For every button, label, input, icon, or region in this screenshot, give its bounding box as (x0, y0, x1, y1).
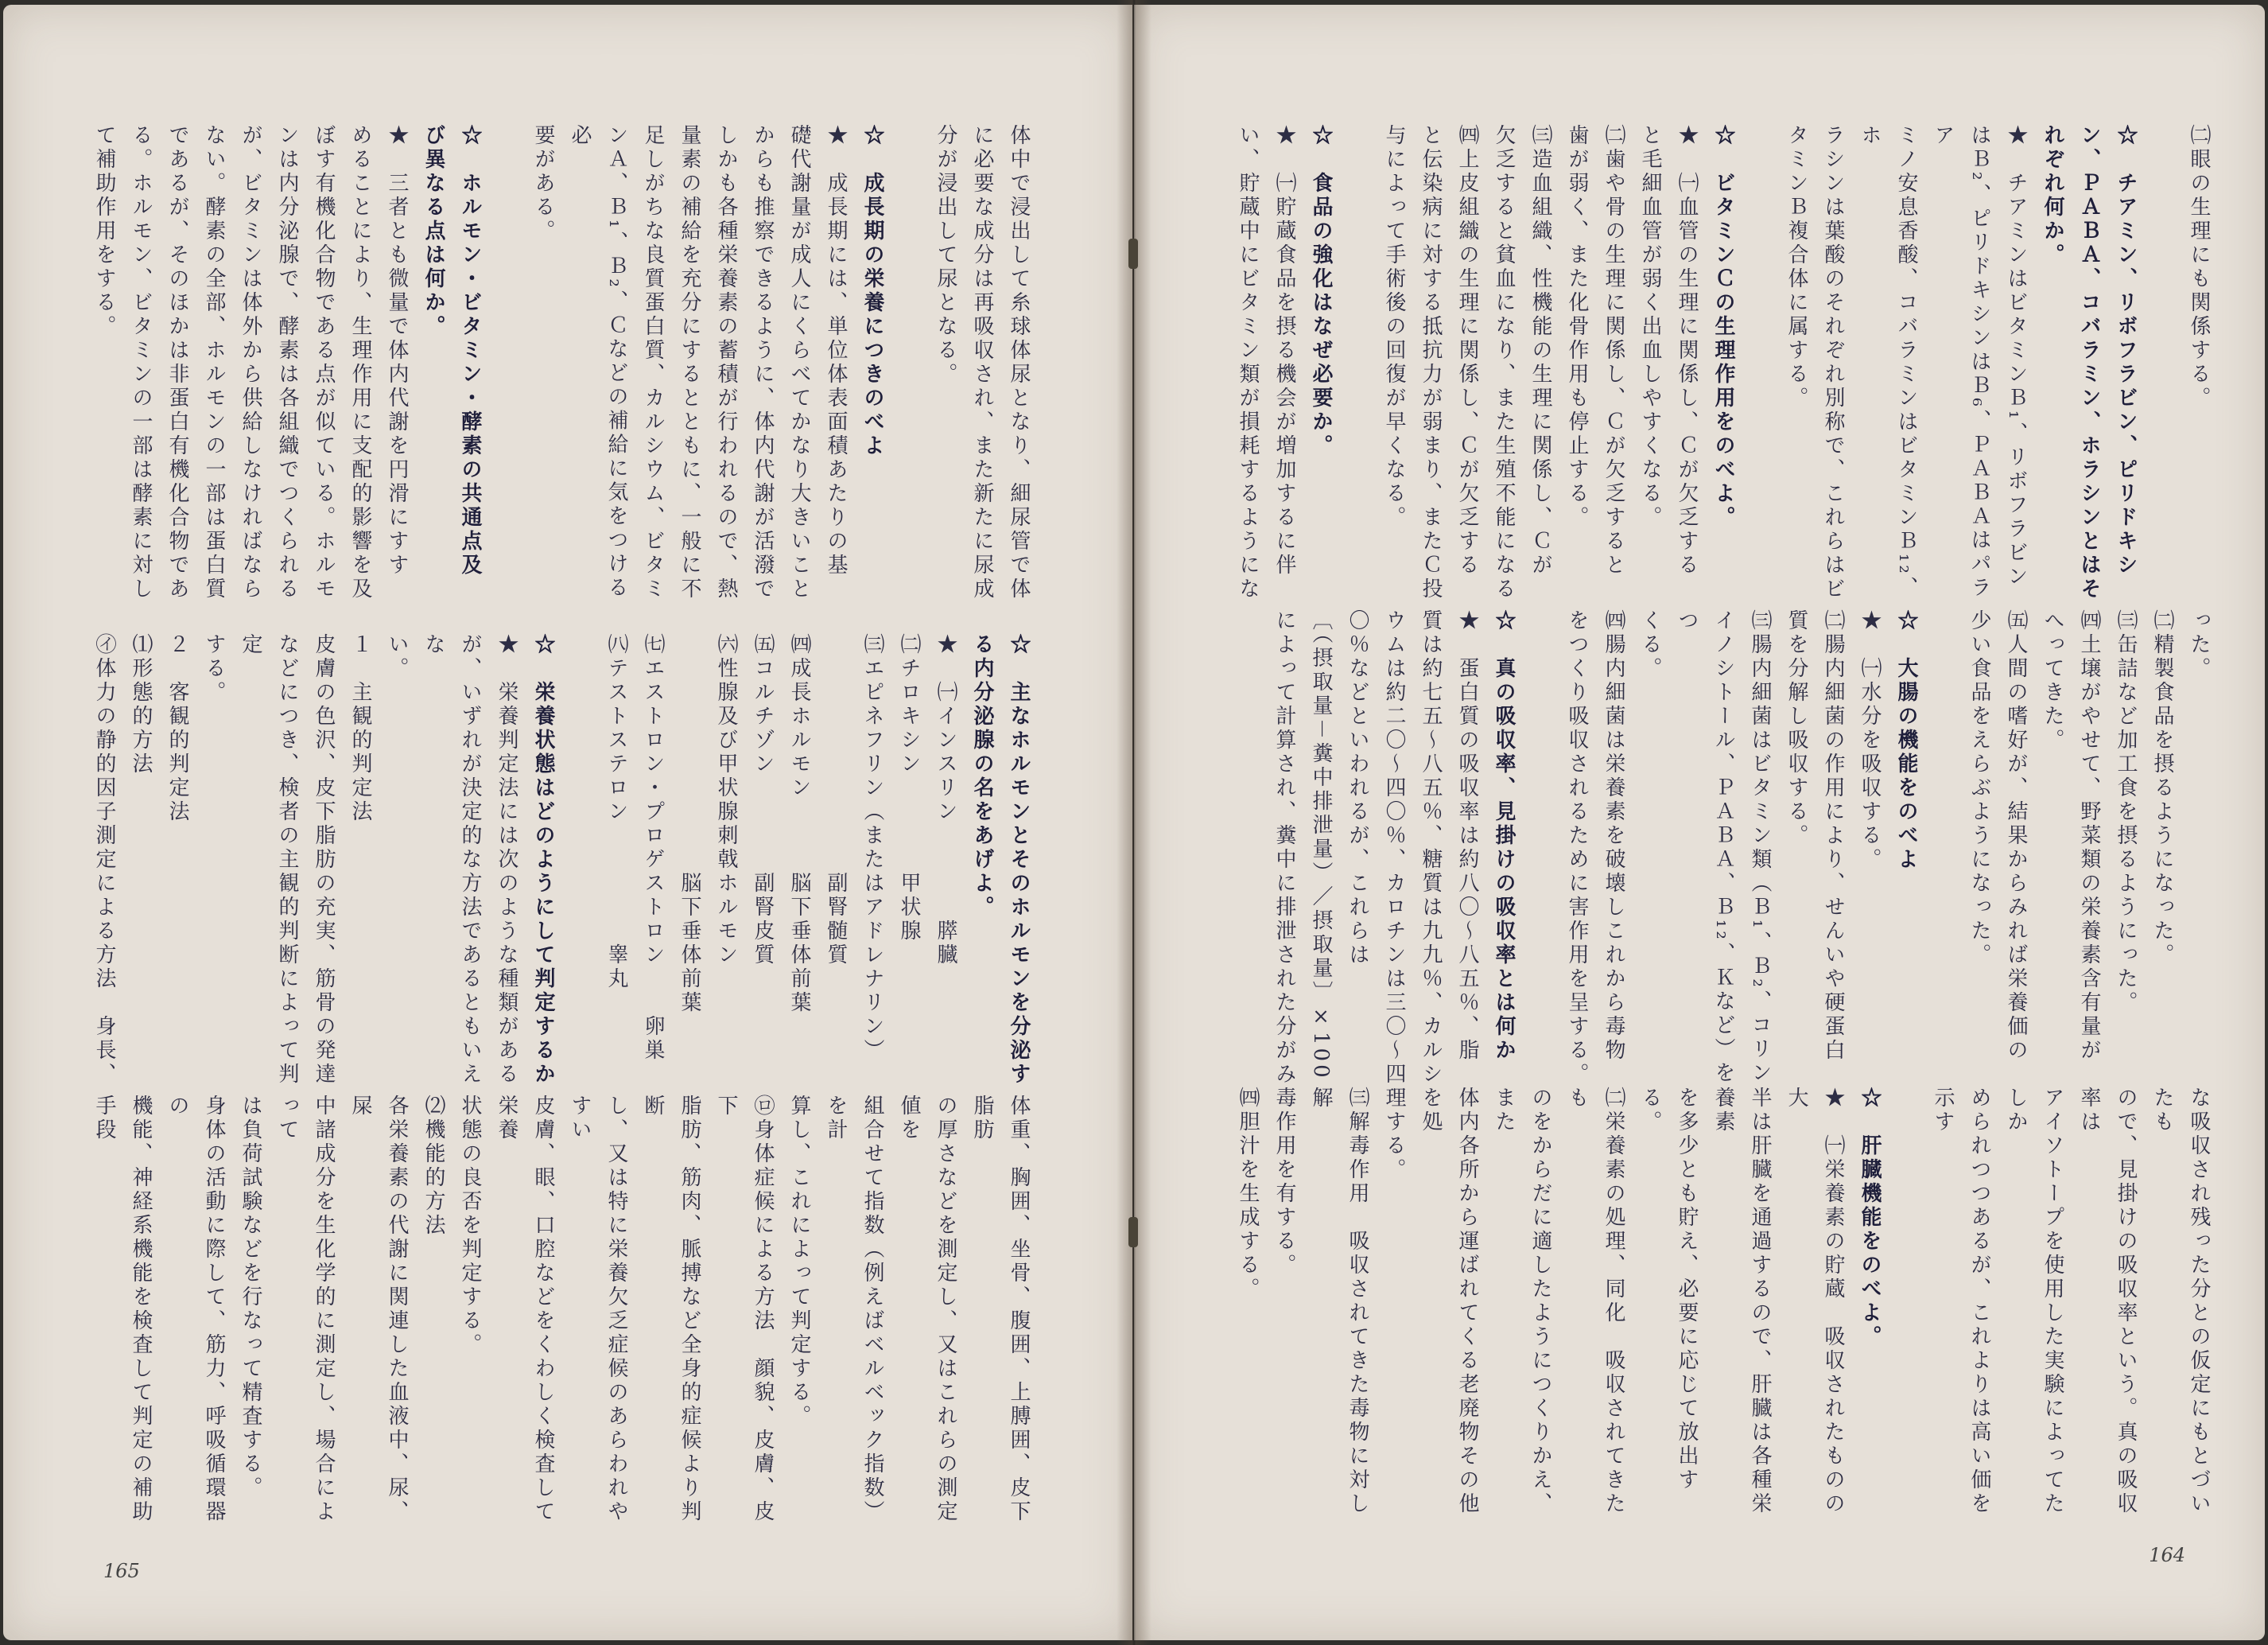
text-line: ★ 三者とも微量で体内代謝を円滑にすす (385, 124, 409, 578)
text-line: ⑵機能的方法 (421, 1095, 445, 1238)
text-line: ンＡ、Ｂ₁、Ｂ₂、Ｃなどの補給に気をつける必 (568, 124, 628, 601)
text-line: 状態の良否を判定する。 (458, 1095, 482, 1357)
text-line: 与によって手術後の回復が早くなる。 (1382, 124, 1406, 530)
text-line: 少い食品をえらぶようになった。 (1967, 609, 1991, 967)
text-line: 毒作用を有する。 (1272, 1087, 1296, 1278)
text-line: ★ チアミンはビタミンＢ₁、リボフラビン (2004, 124, 2028, 589)
text-line: であるが、そのほかは非蛋白有機化合物であ (165, 124, 189, 601)
text-line: 中諸成分を生化学的に測定し、場合によって (275, 1095, 336, 1524)
text-line: ㈢腸内細菌はビタミン類（Ｂ₁、Ｂ₂、コリン (1748, 609, 1772, 1086)
text-line: ★ 蛋白質の吸収率は約八〇～八五％、脂 (1455, 609, 1479, 1063)
text-line: ミノ安息香酸、コバラミンはビタミンＢ₁₂、ホ (1858, 124, 1918, 601)
text-line: った。 (2187, 609, 2211, 681)
text-line: ㈧テストステロン 睾丸 (604, 633, 628, 991)
text-line: 歯が弱く、また化骨作用も停止する。 (1565, 124, 1589, 530)
text-line: ㈣腸内細菌は栄養素を破壊しこれから毒物 (1602, 609, 1625, 1063)
text-line: 皮膚の色沢、皮下脂肪の充実、筋骨の発達 (312, 633, 336, 1087)
text-line: 体内各所から運ばれてくる老廃物その他を処 (1419, 1087, 1479, 1516)
text-line: ㈡歯や骨の生理に関係し、Ｃが欠乏すると (1602, 124, 1625, 578)
section-heading: ☆ 栄養状態はどのようにして判定するか (531, 633, 555, 1087)
text-line: 各栄養素の代謝に関連した血液中、尿、屎 (348, 1095, 409, 1524)
text-line: ぼす有機化合物である点が似ている。ホルモ (312, 124, 336, 601)
section-heading: ☆ 主なホルモンとそのホルモンを分泌す (1007, 633, 1031, 1087)
blank-line (1742, 124, 1778, 609)
page-165 (3, 5, 1132, 1640)
left-bottom-text (83, 1095, 1037, 1524)
text-line: ㈢エピネフリン（またはアドレナリン） (860, 633, 884, 1063)
text-line: しかも各種栄養素の蓄積が行われるので、熱 (714, 124, 738, 601)
text-line: ない。酵素の全部、ホルモンの一部は蛋白質 (202, 124, 226, 601)
blank-line (1522, 609, 1559, 1102)
text-line: ⑴形態的方法 (129, 633, 153, 776)
text-line: ★ ㈠インスリン 膵臓 (934, 633, 957, 967)
text-line: からも推察できるように、体内代謝が活潑で (751, 124, 775, 601)
text-line: ㈦エストロン・プロゲストロン 卵巣 (641, 633, 665, 1063)
text-line: をつくり吸収されるために害作用を呈する。 (1565, 609, 1589, 1087)
section-heading: ☆ 肝臓機能をのべよ。 (1858, 1087, 1882, 1349)
text-line: ㈣土壌がやせて、野菜類の栄養素含有量が (2077, 609, 2101, 1063)
text-line: 足しがちな良質蛋白質、カルシウム、ビタミ (641, 124, 665, 601)
text-line: ㈥性腺及び甲状腺刺戟ホルモン (714, 633, 738, 967)
text-line: はＢ₂、ピリドキシンはＢ₆、ＰＡＢＡはパラア (1931, 124, 1991, 601)
text-line: が、いずれが決定的な方法であるともいえな (421, 633, 482, 1087)
text-line: められつつあるが、これよりは高い価を示す (1931, 1087, 1991, 1516)
blank-line (561, 633, 598, 1102)
text-line: ㈡栄養素の処理、同化 吸収されてきたも (1565, 1087, 1625, 1516)
text-line: 体中で浸出して糸球体尿となり、細尿管で体 (1007, 124, 1031, 601)
text-line: 半は肝臓を通過するので、肝臓は各種栄養素 (1711, 1087, 1772, 1516)
text-line: 理する。 (1382, 1087, 1406, 1182)
section-heading: ン、ＰＡＢＡ、コバラミン、ホラシンとはそ (2077, 124, 2101, 601)
section-heading: れぞれ何か。 (2041, 124, 2064, 267)
section-heading: ☆ 食品の強化はなぜ必要か。 (1309, 124, 1333, 458)
text-line: によって計算され、糞中に排泄された分がみ (1272, 609, 1296, 1087)
blank-line (1888, 1087, 1924, 1532)
blank-line (1215, 1087, 1229, 1532)
right-top-text (1215, 124, 2217, 609)
text-line: て補助作用をする。 (92, 124, 116, 339)
text-line: 脂肪、筋肉、脈搏など全身的症候より判断 (641, 1095, 701, 1524)
text-line: ㈣上皮組織の生理に関係し、Ｃが欠乏する (1455, 124, 1479, 578)
text-line (83, 1095, 86, 1524)
text-line: な吸収され残った分との仮定にもとづいたも (2150, 1087, 2211, 1516)
page-number-165: 165 (103, 1560, 140, 1582)
text-line: ㋺身体症候による方法 顔貌、皮膚、皮下 (714, 1095, 775, 1524)
page-164 (1134, 5, 2265, 1640)
section-heading: ☆ チアミン、リボフラビン、ピリドキシ (2114, 124, 2138, 578)
text-line: ★ 栄養判定法には次のような種類がある (495, 633, 518, 1087)
section-heading: ☆ ビタミンＣの生理作用をのべよ。 (1711, 124, 1735, 530)
text-line: 礎代謝量が成人にくらべてかなり大きいこと (787, 124, 811, 601)
text-line: タミンＢ複合体に属する。 (1784, 124, 1808, 410)
text-line: ㈡腸内細菌の作用により、せんいや硬蛋白 (1821, 609, 1845, 1063)
text-line: 体重、胸囲、坐骨、腹囲、上膊囲、皮下脂肪 (970, 1095, 1031, 1524)
text-line: する。 (202, 633, 226, 705)
binding-staple (1128, 239, 1138, 269)
text-line: ウムは約二〇～四〇％、カロチンは三〇～四 (1382, 609, 1406, 1087)
text-line: などにつき、検者の主観的判断によって判定 (239, 633, 299, 1087)
text-line: 身体の活動に際して、筋力、呼吸循環器の (165, 1095, 226, 1524)
left-middle-text (83, 633, 1037, 1102)
text-line: 分が浸出して尿となる。 (934, 124, 957, 387)
section-heading: ☆ 真の吸収率、見掛けの吸収率とは何か (1492, 609, 1516, 1063)
blank-line (1924, 609, 1961, 1102)
text-line: は負荷試験などを行なって精査する。 (239, 1095, 262, 1500)
text-line: 皮膚、眼、口腔などをくわしく検査して栄養 (495, 1095, 555, 1524)
text-line: ので、見掛けの吸収率という。真の吸収率は (2077, 1087, 2138, 1516)
text-line: ㈡精製食品を摂るようになった。 (2150, 609, 2174, 967)
text-line: し、又は特に栄養欠乏症候のあらわれやすい (568, 1095, 628, 1524)
section-heading: ☆ 大腸の機能をのべよ (1894, 609, 1918, 872)
text-line: い、貯蔵中にビタミン類が損耗するようにな (1236, 124, 1260, 601)
blank-line (1339, 124, 1376, 609)
text-line: を多少とも貯え、必要に応じて放出する。 (1638, 1087, 1699, 1492)
text-line: アイソトープを使用した実験によってたしか (2004, 1087, 2064, 1516)
text-line: 副腎髄質 (824, 633, 848, 967)
text-line: ㈢造血組織、性機能の生理に関係し、Ｃが (1528, 124, 1552, 578)
section-heading: ☆ 成長期の栄養につきのべよ (860, 124, 884, 458)
section-heading: ☆ ホルモン・ビタミン・酵素の共通点及 (458, 124, 482, 578)
text-line: 質を分解し吸収する。 (1784, 609, 1808, 848)
text-line: る。ホルモン、ビタミンの一部は酵素に対し (129, 124, 153, 601)
section-heading: る内分泌腺の名をあげよ。 (970, 633, 994, 920)
blank-line (2144, 124, 2181, 609)
text-line: ２ 客観的判定法 (165, 633, 189, 824)
text-line: ★ ㈠栄養素の貯蔵 吸収されたものの大 (1784, 1087, 1845, 1516)
text-line: ㈡眼の生理にも関係する。 (2187, 124, 2211, 410)
text-line: い。 (385, 633, 409, 681)
text-line: 脳下垂体前葉 (678, 633, 701, 1015)
binding-staple (1128, 1217, 1138, 1247)
text-line: 〔（摂取量－糞中排泄量）／摂取量〕×100 (1309, 609, 1333, 1081)
text-line: 欠乏すると貧血になり、また生殖不能になる (1492, 124, 1516, 601)
blank-line (891, 124, 927, 617)
blank-line (488, 124, 525, 617)
text-line: ㈤コルチゾン 副腎皮質 (751, 633, 775, 967)
text-line: 機能、神経系機能を検査して判定の補助手段 (92, 1095, 153, 1524)
text-line: ンは内分泌腺で、酵素は各組織でつくられる (275, 124, 299, 601)
text-line: 算し、これによって判定する。 (787, 1095, 811, 1429)
section-heading: び異なる点は何か。 (421, 124, 445, 339)
text-line: ㈡チロキシン 甲状腺 (897, 633, 921, 943)
right-middle-text (1215, 609, 2217, 1102)
text-line: ★ ㈠水分を吸収する。 (1858, 609, 1882, 872)
text-line: ★ ㈠血管の生理に関係し、Ｃが欠乏する (1675, 124, 1699, 578)
text-line: が、ビタミンは体外から供給しなければなら (239, 124, 262, 601)
text-line: １ 主観的判定法 (348, 633, 372, 824)
text-line: イノシトール、ＰＡＢＡ、Ｂ₁₂、Ｋなど）をつ (1675, 609, 1735, 1086)
text-line: ㋑体力の静的因子測定による方法 身長、 (92, 633, 116, 1087)
text-line: ラシンは葉酸のそれぞれ別称で、これらはビ (1821, 124, 1845, 601)
text-line: ㈢缶詰など加工食を摂るようにった。 (2114, 609, 2138, 1015)
left-top-text (83, 124, 1037, 617)
text-line: ㈣胆汁を生成する。 (1236, 1087, 1260, 1301)
right-bottom-text (1215, 1087, 2217, 1532)
text-line: 質は約七五～八五％、糖質は九九％、カルシ (1419, 609, 1443, 1087)
text-line: へってきた。 (2041, 609, 2064, 752)
text-line: 量素の補給を充分にするとともに、一般に不 (678, 124, 701, 601)
text-line: ㈤人間の嗜好が、結果からみれば栄養価の (2004, 609, 2028, 1063)
text-line: くる。 (1638, 609, 1662, 681)
page-number-164: 164 (2149, 1544, 2185, 1566)
text-line: 要がある。 (531, 124, 555, 243)
text-line: と伝染病に対する抵抗力が弱まり、またＣ投 (1419, 124, 1443, 601)
text-line: のをからだに適したようにつくりかえ、また (1492, 1087, 1552, 1516)
text-line: と毛細血管が弱く出血しやすくなる。 (1638, 124, 1662, 530)
text-line: ㈢解毒作用 吸収されてきた毒物に対し解 (1309, 1087, 1369, 1516)
text-line: ★ ㈠貯蔵食品を摂る機会が増加するに伴 (1272, 124, 1296, 578)
text-line: ★ 成長期には、単位体表面積あたりの基 (824, 124, 848, 578)
text-line: に必要な成分は再吸収され、また新たに尿成 (970, 124, 994, 601)
text-line: めることにより、生理作用に支配的影響を及 (348, 124, 372, 601)
text-line: の厚さなどを測定し、又はこれらの測定値を (897, 1095, 957, 1524)
text-line: ㈣成長ホルモン 脳下垂体前葉 (787, 633, 811, 1015)
text-line: 組合せて指数（例えばベルベック指数）を計 (824, 1095, 884, 1524)
text-line: 〇％などといわれるが、これらは (1346, 609, 1369, 967)
